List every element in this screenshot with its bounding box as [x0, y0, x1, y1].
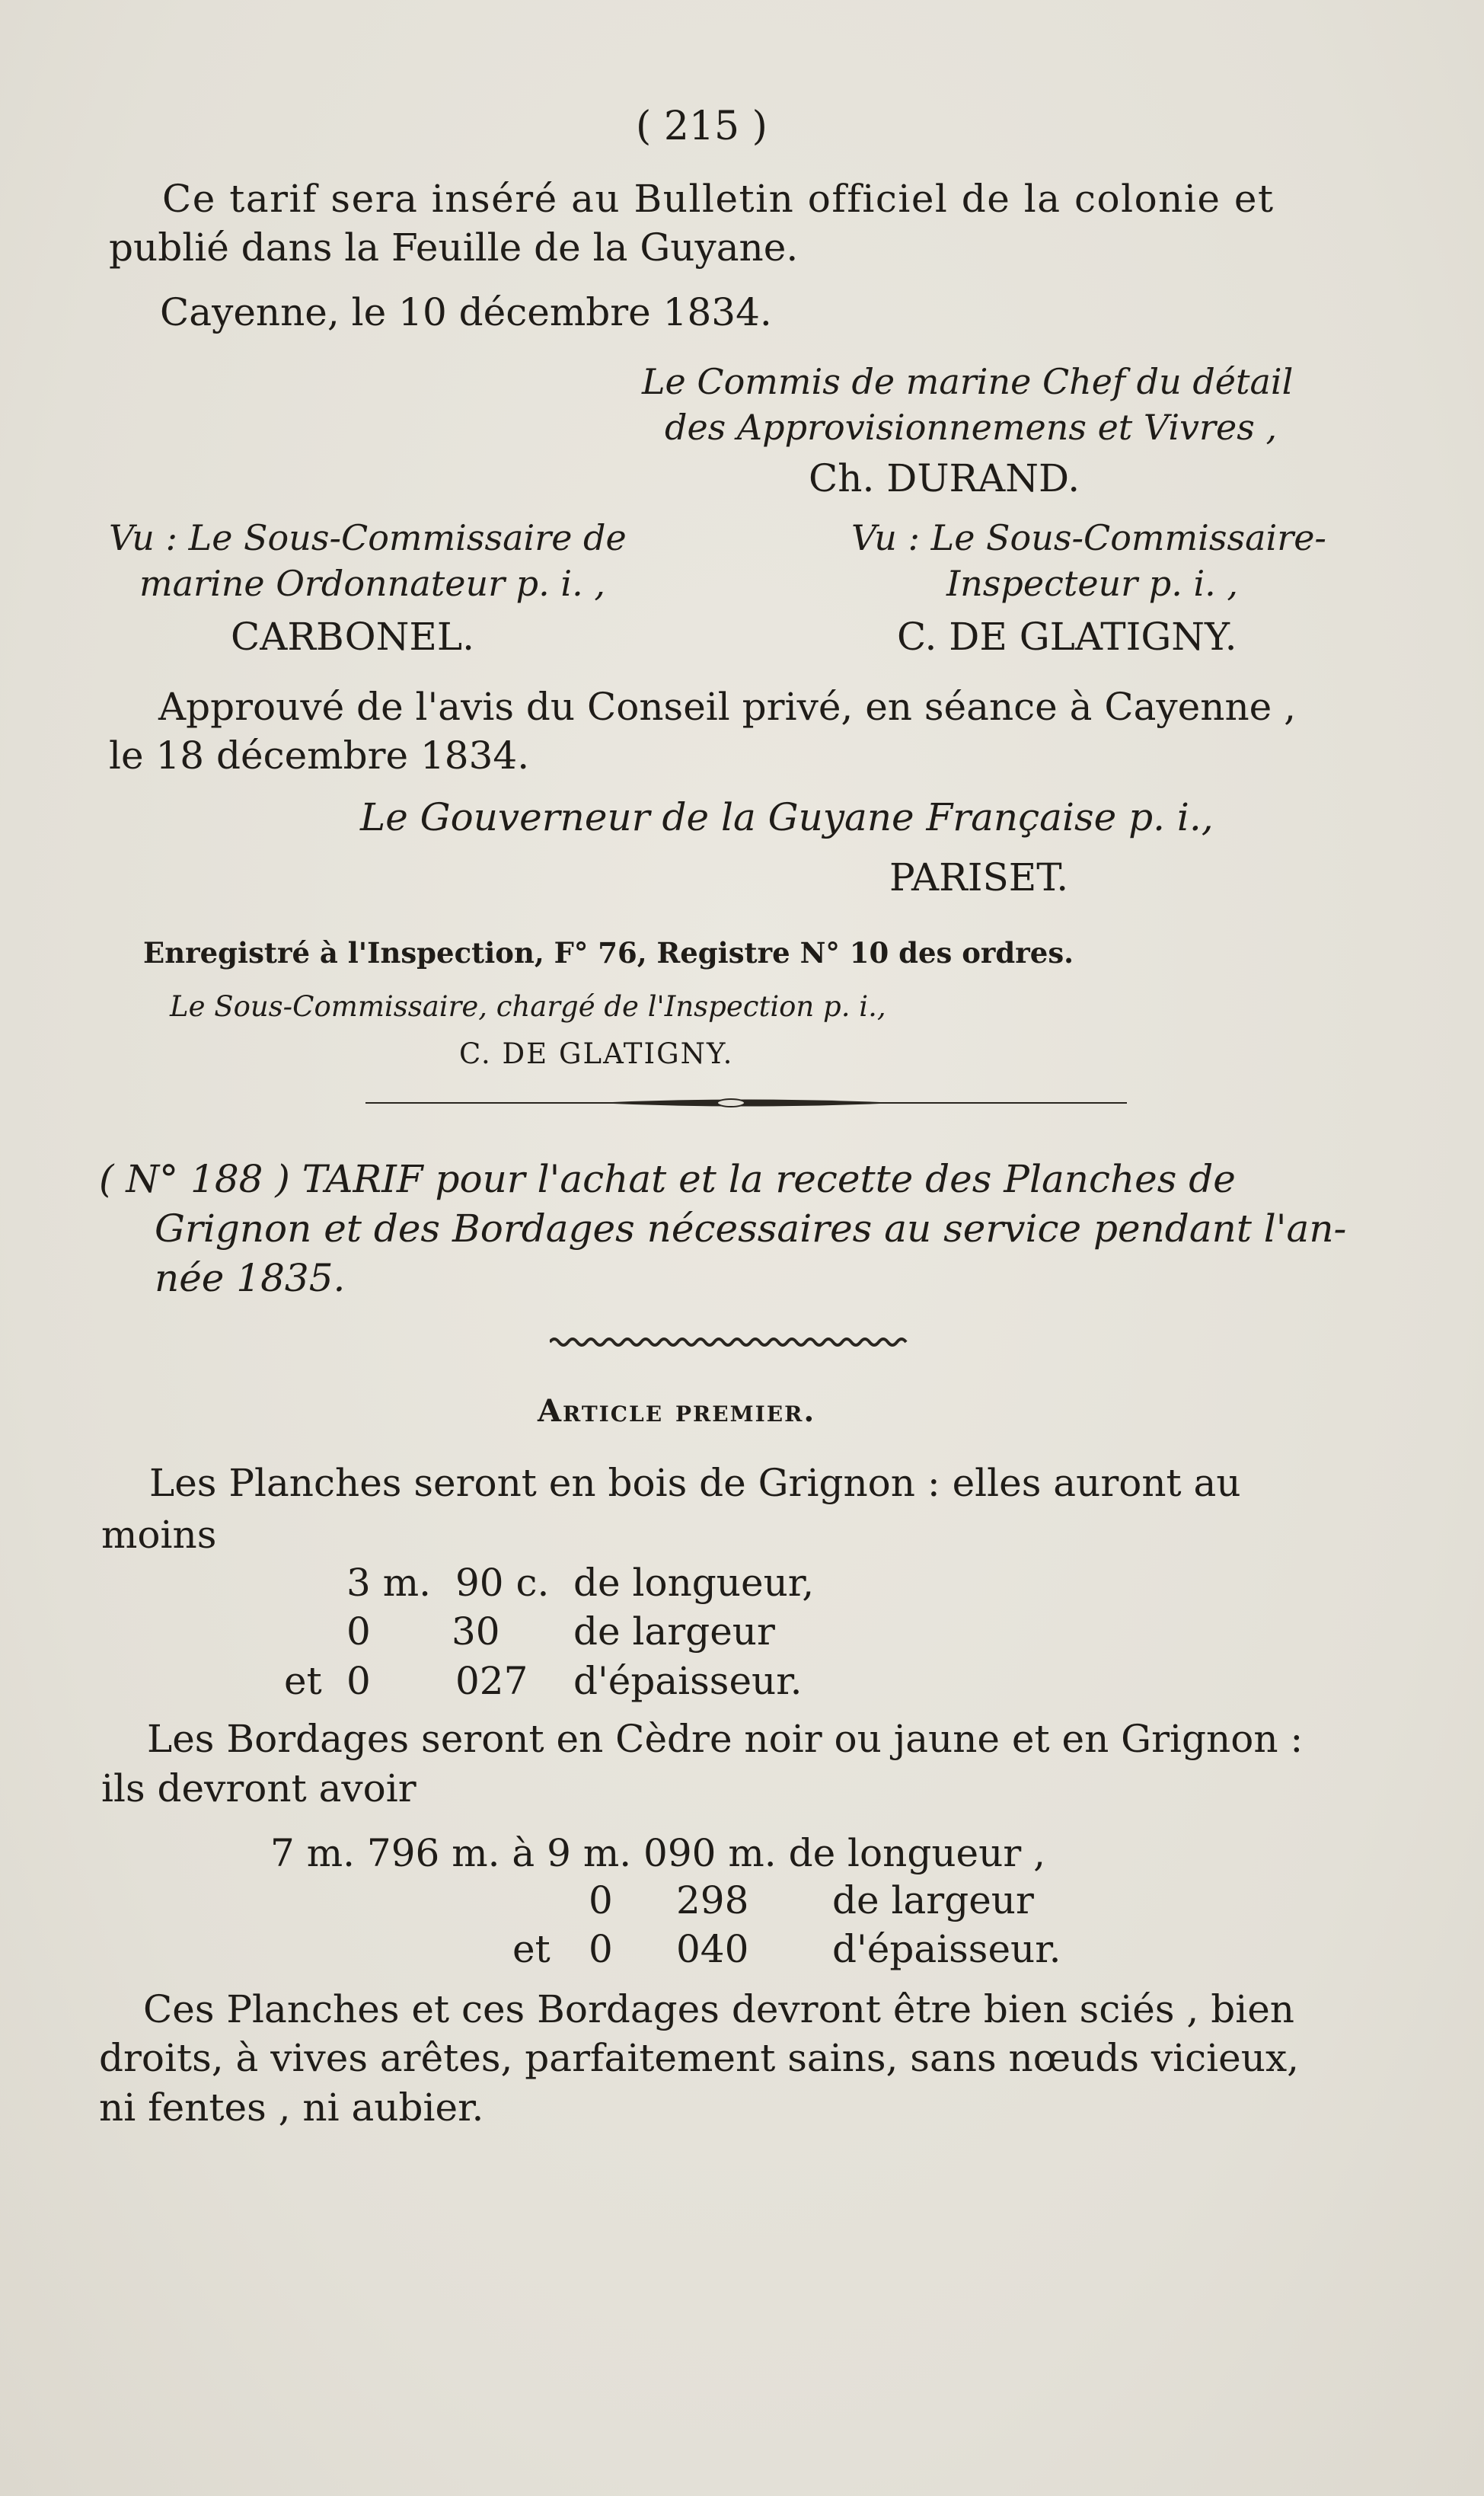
bordages-dimension-desc: de largeur	[832, 1878, 1034, 1922]
planches-dimension-b: 90 c.	[455, 1561, 550, 1605]
vu-left-line: Vu : Le Sous-Commissaire de	[109, 517, 627, 558]
vu-right-line: Inspecteur p. i. ,	[946, 563, 1239, 604]
tarif-heading-line: Grignon et des Bordages nécessaires au service pendant l'an-	[155, 1206, 1347, 1251]
page-number: ( 215 )	[636, 104, 768, 149]
planches-line: Les Planches seront en bois de Grignon : elles auront au	[149, 1461, 1241, 1505]
section-divider	[365, 1098, 1127, 1108]
planches-line: moins	[101, 1513, 217, 1557]
bordages-line: Les Bordages seront en Cèdre noir ou jaune et en Grignon :	[147, 1717, 1304, 1761]
ornamental-divider	[550, 1336, 911, 1348]
article-heading: Article premier.	[538, 1393, 816, 1429]
bordages-dimension-b: 298	[676, 1878, 749, 1922]
tarif-heading-line: ( N° 188 ) TARIF pour l'achat et la recette des Planches de	[99, 1157, 1236, 1201]
date-line: Cayenne, le 10 décembre 1834.	[160, 290, 772, 334]
planches-dimension-a: 0	[346, 1609, 371, 1654]
planches-dimension-b: 30	[452, 1609, 500, 1654]
planches-dimension-a: 3 m.	[346, 1561, 432, 1605]
bordages-dimension-a: 0	[589, 1927, 613, 1971]
approval-line: le 18 décembre 1834.	[109, 733, 530, 778]
governor-name: PARISET.	[889, 855, 1069, 900]
planches-dimension-desc: de longueur,	[573, 1561, 815, 1605]
approval-line: Approuvé de l'avis du Conseil privé, en séance à Cayenne ,	[158, 685, 1297, 729]
closing-line: ni fentes , ni aubier.	[99, 2085, 484, 2130]
registration-name: C. DE GLATIGNY.	[459, 1037, 734, 1070]
planches-dimension-b: 027	[455, 1659, 528, 1703]
bordages-dimension-desc: d'épaisseur.	[832, 1927, 1061, 1971]
vu-left-name: CARBONEL.	[231, 615, 475, 659]
bordages-dimension-row: 7 m. 796 m. à 9 m. 090 m. de longueur ,	[270, 1831, 1046, 1875]
closing-line: droits, à vives arêtes, parfaitement sains, sans nœuds vicieux,	[99, 2036, 1300, 2080]
tarif-heading-line: née 1835.	[155, 1256, 346, 1300]
bordages-line: ils devront avoir	[101, 1766, 416, 1810]
planches-dimension-desc: de largeur	[573, 1609, 775, 1654]
signature-title-line: des Approvisionnemens et Vivres ,	[665, 407, 1278, 448]
signature-title-line: Le Commis de marine Chef du détail	[642, 361, 1294, 402]
bordages-dimension-b: 040	[676, 1927, 749, 1971]
planches-dimension-desc: d'épaisseur.	[573, 1659, 803, 1703]
paragraph-line: Ce tarif sera inséré au Bulletin officiel de la colonie et	[162, 177, 1275, 221]
bordages-dimension-a: 0	[589, 1878, 613, 1922]
vu-right-line: Vu : Le Sous-Commissaire-	[851, 517, 1326, 558]
vu-left-line: marine Ordonnateur p. i. ,	[139, 563, 605, 604]
signature-name: Ch. DURAND.	[809, 456, 1080, 500]
governor-title: Le Gouverneur de la Guyane Française p. i.,	[360, 795, 1214, 839]
closing-line: Ces Planches et ces Bordages devront être bien sciés , bien	[143, 1987, 1294, 2031]
vu-right-name: C. DE GLATIGNY.	[897, 615, 1237, 659]
registration-line: Enregistré à l'Inspection, F° 76, Registre N° 10 des ordres.	[143, 936, 1074, 970]
planches-dimension-prefix: et	[284, 1659, 322, 1703]
registration-line: Le Sous-Commissaire, chargé de l'Inspection p. i.,	[170, 990, 886, 1023]
paragraph-line: publié dans la Feuille de la Guyane.	[109, 225, 799, 270]
planches-dimension-a: 0	[346, 1659, 371, 1703]
bordages-dimension-prefix: et	[512, 1927, 551, 1971]
